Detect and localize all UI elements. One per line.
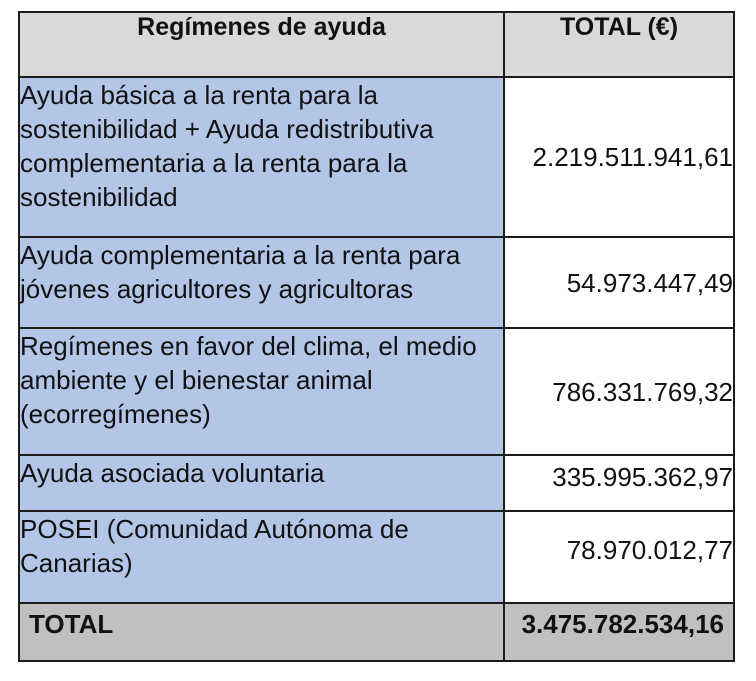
total-row [19,603,734,661]
amount-cell: 2.219.511.941,61 [504,77,734,237]
table-row [19,455,734,511]
amount-cell: 335.995.362,97 [504,455,734,511]
total-label: TOTAL [19,603,504,661]
total-amount: 3.475.782.534,16 [504,603,734,661]
table-row [19,237,734,328]
aid-regimes-table [18,11,735,662]
regime-cell: Ayuda asociada voluntaria [19,455,504,511]
table-row [19,77,734,237]
regime-cell: POSEI (Comunidad Autónoma de Canarias) [19,511,504,603]
regime-cell: Ayuda complementaria a la renta para jóvenes agricultores y agricultoras [19,237,504,328]
header-total: TOTAL (€) [504,12,734,77]
regime-cell: Regímenes en favor del clima, el medio ambiente y el bienestar animal (ecorregímenes) [19,328,504,455]
regime-cell: Ayuda básica a la renta para la sostenibilidad + Ayuda redistributiva complementaria a la renta para la sostenibilidad [19,77,504,237]
table-row [19,328,734,455]
header-regimes: Regímenes de ayuda [19,12,504,77]
table-header-row [19,12,734,77]
amount-cell: 78.970.012,77 [504,511,734,603]
table-row [19,511,734,603]
amount-cell: 786.331.769,32 [504,328,734,455]
amount-cell: 54.973.447,49 [504,237,734,328]
